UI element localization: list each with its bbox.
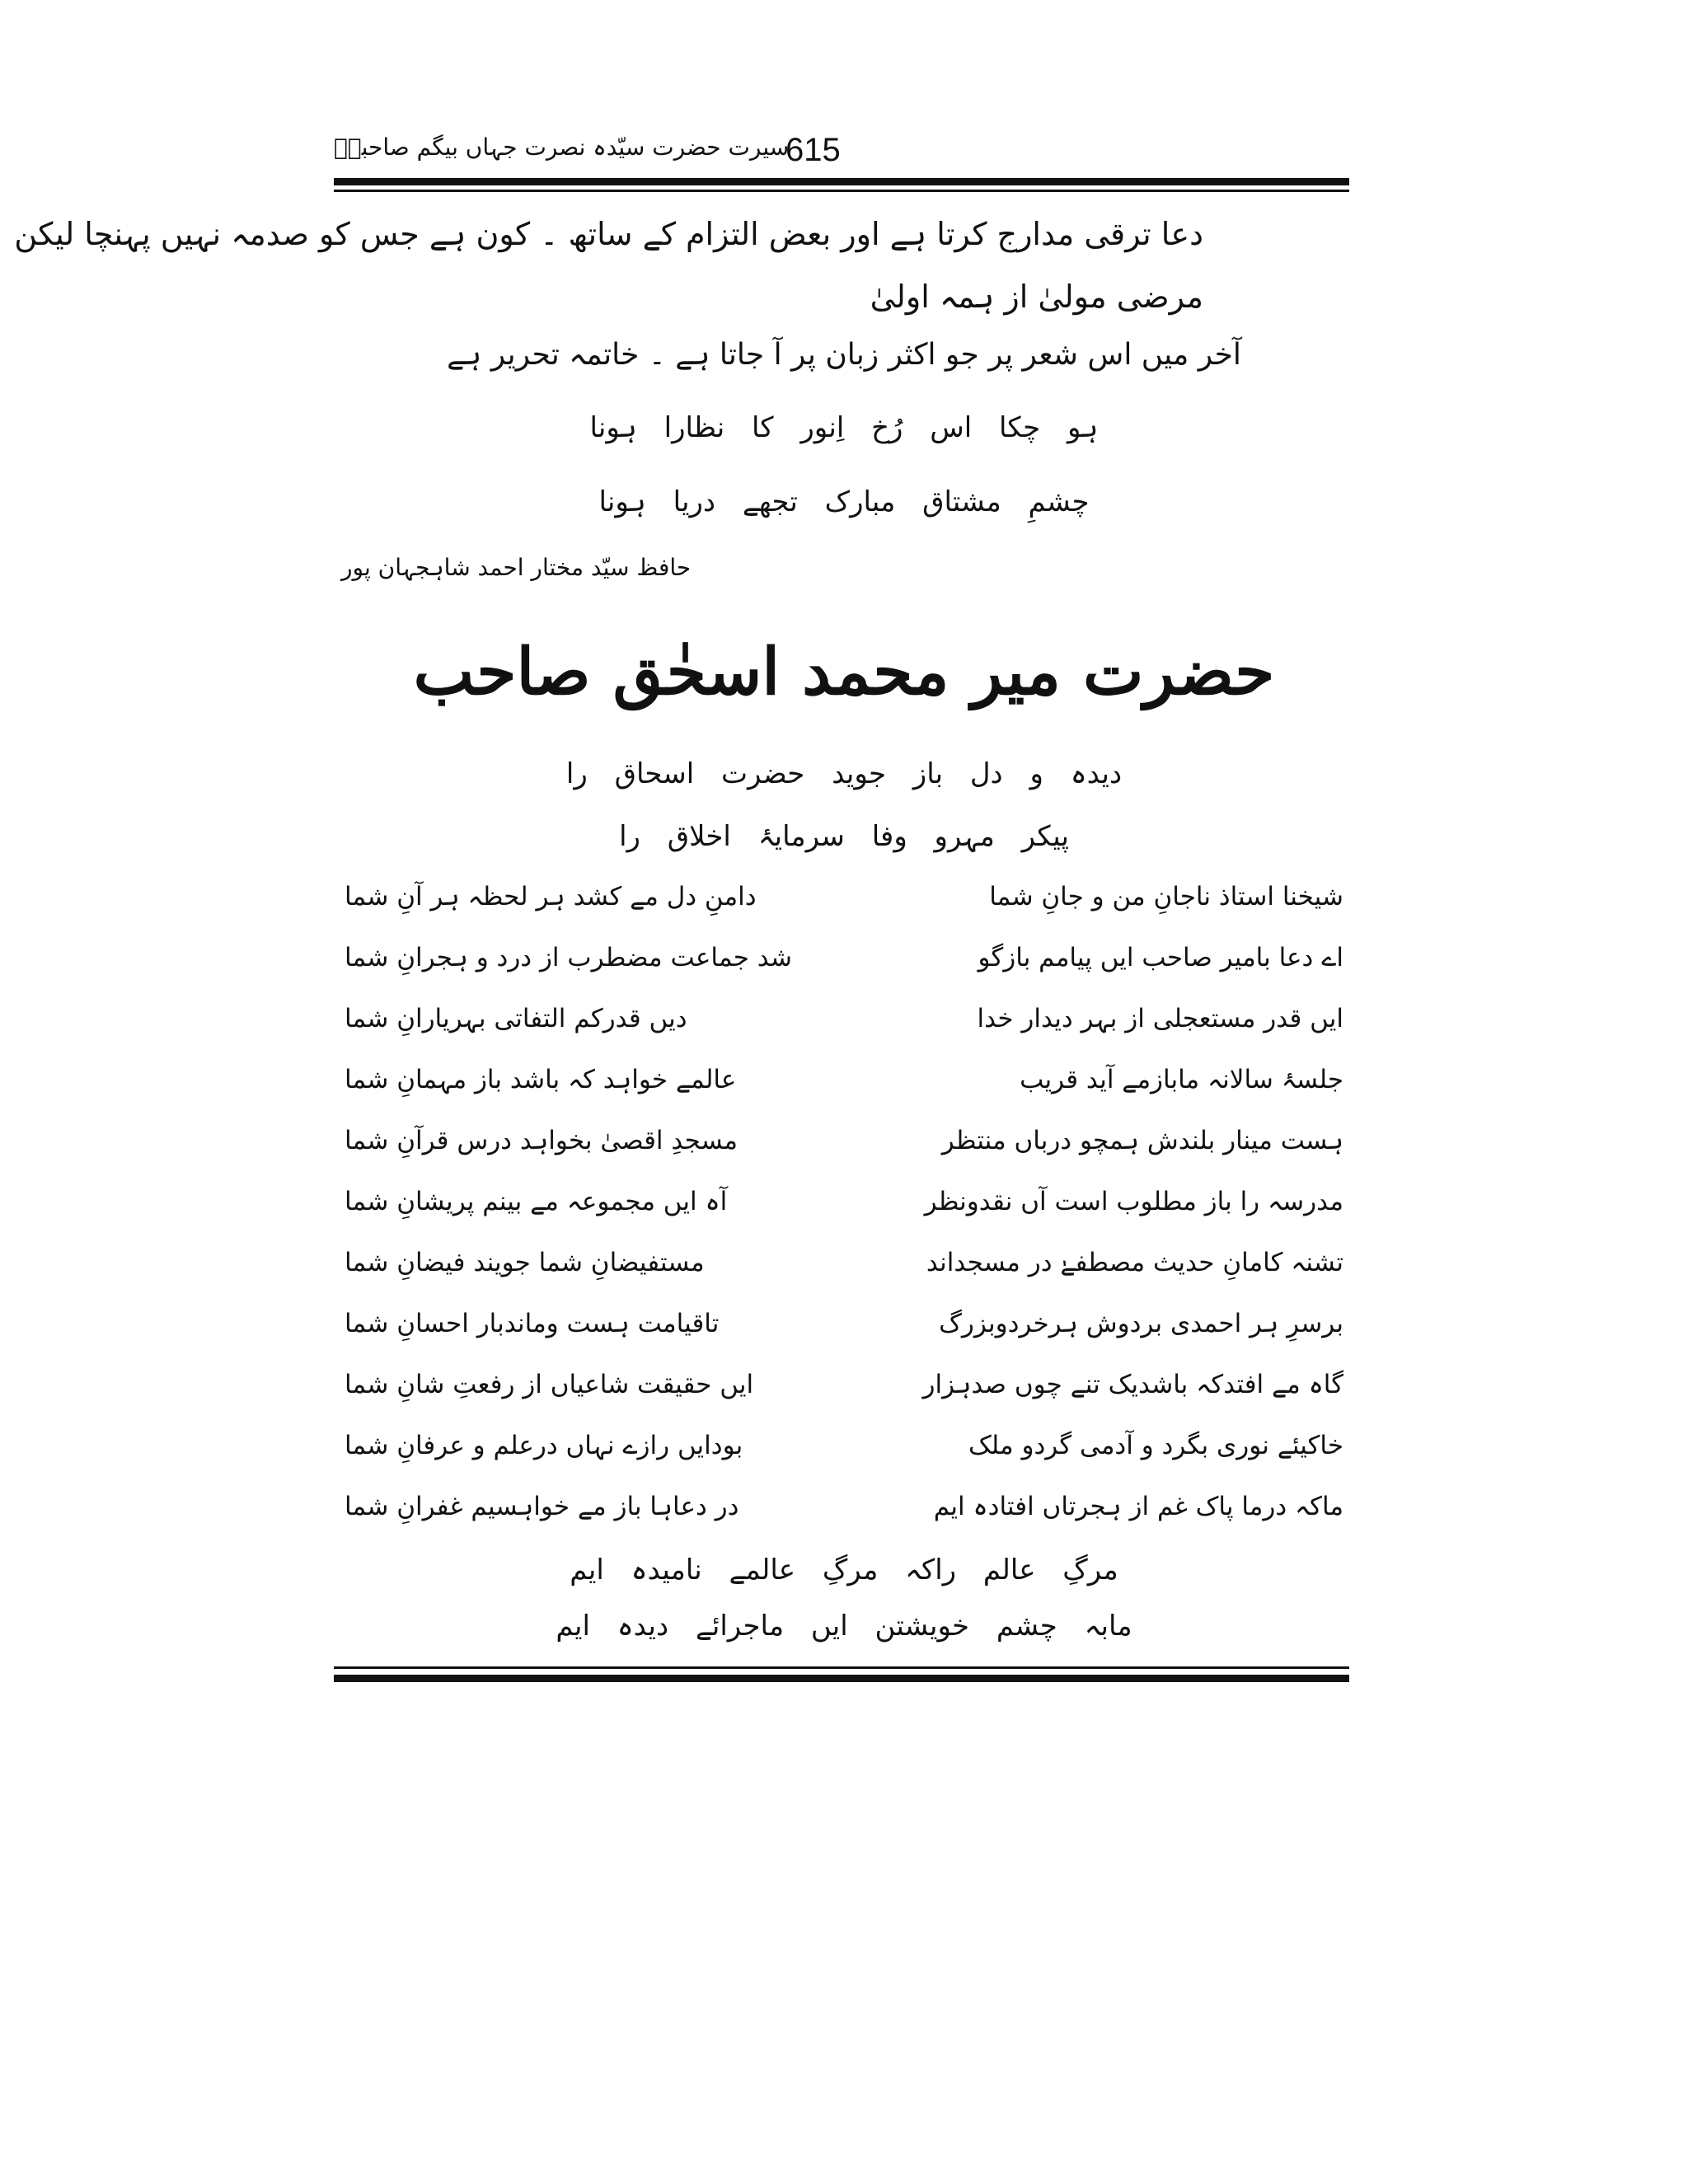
poem-verse [345, 1248, 1343, 1297]
couplet1-line-1: ہو چکا اس رُخ اِنور کا نظارا ہونا [589, 411, 1099, 444]
poem-verse [345, 1187, 1343, 1236]
footer-rule-thick [334, 1675, 1349, 1682]
verse-left-hemistich: مستفیضانِ شما جویند فیضانِ شما [345, 1248, 705, 1277]
byline: حافظ سیّد مختار احمد شاہجہان پور [341, 554, 692, 581]
verse-left-hemistich: عالمے خواہد کہ باشد باز مہمانِ شما [345, 1065, 737, 1094]
verse-right-hemistich: مدرسہ را باز مطلوب است آں نقدونظر [924, 1187, 1343, 1216]
persian-couplet-line-2: پیکر مہرو وفا سرمایۂ اخلاق را [619, 820, 1069, 853]
verse-right-hemistich: ایں قدر مستعجلی از بہر دیدار خدا [977, 1004, 1343, 1033]
verse-left-hemistich: شد جماعت مضطرب از درد و ہجرانِ شما [345, 943, 793, 972]
poem-verse [345, 1004, 1343, 1053]
verse-left-hemistich: بودایں رازے نہاں درعلم و عرفانِ شما [345, 1431, 743, 1460]
verse-left-hemistich: تاقیامت ہست وماندبار احسانِ شما [345, 1309, 720, 1338]
persian-couplet-line-1: دیدہ و دل باز جوید حضرت اسحاق را [565, 757, 1123, 790]
closing-couplet-line-1: مرگِ عالم راکہ مرگِ عالمے نامیدہ ایم [570, 1554, 1118, 1586]
verse-right-hemistich: برسرِ ہر احمدی بردوش ہرخردوبزرگ [939, 1309, 1343, 1338]
page-number: 615 [785, 132, 841, 168]
verse-left-hemistich: دامنِ دل مے کشد ہر لحظہ ہر آنِ شما [345, 882, 757, 912]
footer-rule-thin [334, 1666, 1349, 1669]
section-heading: حضرت میر محمد اسحٰق صاحب [413, 635, 1275, 710]
header-rule-thick [334, 178, 1349, 185]
verse-left-hemistich: ایں حقیقت شاعیاں از رفعتِ شانِ شما [345, 1370, 754, 1399]
verse-right-hemistich: اے دعا بامیر صاحب ایں پیامم بازگو [978, 943, 1343, 972]
verse-right-hemistich: خاکیئے نوری بگرد و آدمی گردو ملک [968, 1431, 1343, 1460]
poem-verse [345, 1309, 1343, 1358]
header-rule-thin [334, 190, 1349, 192]
couplet1-line-2: چشمِ مشتاق مبارک تجھے دریا ہونا [598, 485, 1090, 518]
poem-verse [345, 1492, 1343, 1541]
verse-right-hemistich: جلسۂ سالانہ مابازمے آید قریب [1020, 1065, 1343, 1094]
verse-left-hemistich: آہ ایں مجموعہ مے بینم پریشانِ شما [345, 1187, 728, 1216]
poem-verse [345, 1370, 1343, 1419]
verse-left-hemistich: دیں قدرکم التفاتی بہریارانِ شما [345, 1004, 687, 1033]
closing-couplet-line-2: مابہ چشم خویشتن ایں ماجرائے دیدہ ایم [556, 1610, 1132, 1643]
poem-verse [345, 1431, 1343, 1480]
verse-right-hemistich: شیخنا استاذ ناجانِ من و جانِ شما [989, 882, 1343, 912]
poem-verse [345, 1126, 1343, 1175]
intro-line-1: دعا ترقی مدارج کرتا ہے اور بعض التزام کے ساتھ ۔ کون ہے جس کو صدمہ نہیں پہنچا لیکن [14, 216, 1203, 252]
poem-verse [345, 1065, 1343, 1114]
verse-right-hemistich: ماکہ درما پاک غم از ہجرتاں افتادہ ایم [933, 1492, 1343, 1521]
poem-verse [345, 882, 1343, 931]
verse-right-hemistich: ہست مینار بلندش ہمچو درباں منتظر [941, 1126, 1343, 1155]
intro-line-3: آخر میں اس شعر پر جو اکثر زبان پر آ جاتا ہے ۔ خاتمہ تحریر ہے [447, 338, 1241, 372]
verse-left-hemistich: مسجدِ اقصیٰ بخواہد درس قرآنِ شما [345, 1126, 738, 1155]
poem-verse [345, 943, 1343, 992]
running-title: سیرت حضرت سیّدہ نصرت جہاں بیگم صاحبہؓ [334, 134, 790, 161]
verse-left-hemistich: در دعاہا باز مے خواہسیم غفرانِ شما [345, 1492, 739, 1521]
verse-right-hemistich: گاہ مے افتدکہ باشدیک تنے چوں صدہزار [922, 1370, 1343, 1399]
verse-right-hemistich: تشنہ کامانِ حدیث مصطفےٰ در مسجداند [926, 1248, 1343, 1277]
intro-line-2: مرضی مولیٰ از ہمہ اولیٰ [870, 279, 1203, 315]
page-header [334, 132, 1349, 183]
